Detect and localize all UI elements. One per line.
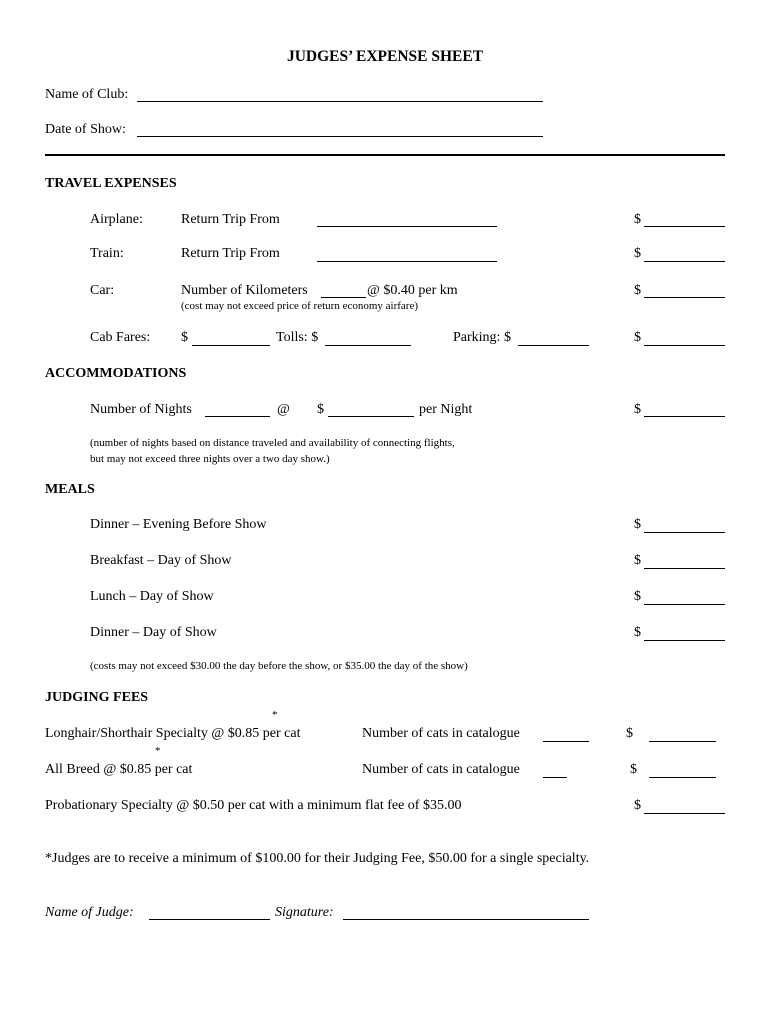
all-breed-dollar: $ (630, 762, 637, 777)
lh-sh-cats-field[interactable] (543, 741, 589, 742)
airplane-desc: Return Trip From (181, 212, 280, 227)
lh-sh-specialty-label: Longhair/Shorthair Specialty @ $0.85 per cat (45, 726, 301, 741)
airplane-dollar: $ (634, 212, 641, 227)
cab-label: Cab Fares: (90, 330, 151, 345)
all-breed-cats-field[interactable] (543, 777, 567, 778)
parking-label: Parking: $ (453, 330, 511, 345)
car-amount-field[interactable] (644, 297, 725, 298)
cab-total-field[interactable] (644, 345, 725, 346)
train-label: Train: (90, 246, 124, 261)
tolls-amount-field[interactable] (325, 345, 411, 346)
meal-amount-field[interactable] (644, 532, 725, 533)
meal-amount-field[interactable] (644, 568, 725, 569)
nights-at: @ (277, 402, 290, 417)
lh-sh-dollar: $ (626, 726, 633, 741)
meal-item: Lunch – Day of Show (90, 589, 214, 604)
accommodation-amount-field[interactable] (644, 416, 725, 417)
train-dollar: $ (634, 246, 641, 261)
meal-dollar: $ (634, 625, 641, 640)
page-title: JUDGES’ EXPENSE SHEET (286, 48, 484, 65)
meal-item: Dinner – Day of Show (90, 625, 217, 640)
lh-sh-cats-label: Number of cats in catalogue (362, 726, 520, 741)
accommodations-heading: ACCOMMODATIONS (45, 366, 187, 381)
lh-sh-amount-field[interactable] (649, 741, 716, 742)
car-note: (cost may not exceed price of return economy airfare) (181, 300, 418, 312)
car-rate: @ $0.40 per km (367, 283, 458, 298)
show-date-field[interactable] (137, 136, 543, 137)
train-amount-field[interactable] (644, 261, 725, 262)
judge-name-label: Name of Judge: (45, 905, 134, 920)
meal-dollar: $ (634, 517, 641, 532)
probationary-dollar: $ (634, 798, 641, 813)
probationary-amount-field[interactable] (644, 813, 725, 814)
asterisk-mark: * (272, 709, 278, 721)
date-label: Date of Show: (45, 122, 126, 137)
car-dollar: $ (634, 283, 641, 298)
club-name-field[interactable] (137, 101, 543, 102)
accommodation-dollar: $ (634, 402, 641, 417)
meal-dollar: $ (634, 553, 641, 568)
club-label: Name of Club: (45, 87, 129, 102)
travel-heading: TRAVEL EXPENSES (45, 176, 177, 191)
all-breed-amount-field[interactable] (649, 777, 716, 778)
meal-amount-field[interactable] (644, 604, 725, 605)
parking-amount-field[interactable] (518, 345, 589, 346)
nights-field[interactable] (205, 416, 270, 417)
probationary-label: Probationary Specialty @ $0.50 per cat with a minimum flat fee of $35.00 (45, 798, 462, 813)
train-desc: Return Trip From (181, 246, 280, 261)
judge-name-field[interactable] (149, 919, 270, 920)
judging-heading: JUDGING FEES (45, 690, 149, 705)
train-from-field[interactable] (317, 261, 497, 262)
accommodation-note-2: but may not exceed three nights over a two day show.) (90, 453, 330, 465)
car-desc: Number of Kilometers (181, 283, 308, 298)
per-night-label: per Night (419, 402, 473, 417)
tolls-label: Tolls: $ (276, 330, 319, 345)
airplane-label: Airplane: (90, 212, 143, 227)
meals-note: (costs may not exceed $30.00 the day before the show, or $35.00 the day of the show) (90, 660, 468, 672)
cab-dollar: $ (181, 330, 188, 345)
signature-field[interactable] (343, 919, 589, 920)
signature-label: Signature: (275, 905, 334, 920)
cab-amount-field[interactable] (192, 345, 270, 346)
cab-total-dollar: $ (634, 330, 641, 345)
meal-item: Dinner – Evening Before Show (90, 517, 267, 532)
judging-footnote: *Judges are to receive a minimum of $100.00 for their Judging Fee, $50.00 for a single specialty. (45, 851, 590, 866)
accommodation-note-1: (number of nights based on distance traveled and availability of connecting flights, (90, 437, 455, 449)
meal-dollar: $ (634, 589, 641, 604)
meal-amount-field[interactable] (644, 640, 725, 641)
meals-heading: MEALS (45, 482, 95, 497)
airplane-from-field[interactable] (317, 226, 497, 227)
all-breed-cats-label: Number of cats in catalogue (362, 762, 520, 777)
header-divider (45, 154, 725, 156)
meal-item: Breakfast – Day of Show (90, 553, 232, 568)
car-km-field[interactable] (321, 297, 366, 298)
nightly-dollar: $ (317, 402, 324, 417)
nights-label: Number of Nights (90, 402, 192, 417)
asterisk-mark: * (155, 745, 161, 757)
car-label: Car: (90, 283, 115, 298)
nightly-rate-field[interactable] (328, 416, 414, 417)
airplane-amount-field[interactable] (644, 226, 725, 227)
all-breed-label: All Breed @ $0.85 per cat (45, 762, 193, 777)
